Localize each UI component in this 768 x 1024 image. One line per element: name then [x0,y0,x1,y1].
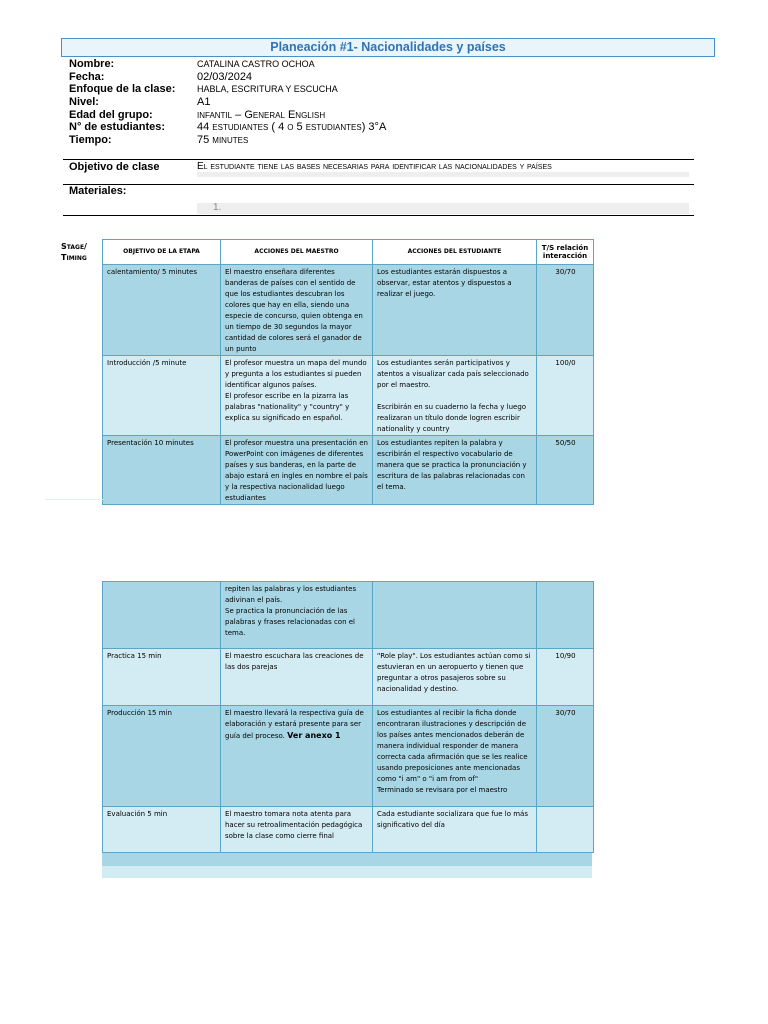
table-row [103,706,594,807]
teacher-cell: El maestro tomara nota atenta para hacer su retroalimentación pedagógica sobre la clase como cierre final [221,807,373,853]
info-row-date [69,71,699,84]
stage-cell [103,582,221,649]
table-row [103,582,594,649]
objective-shade [197,172,689,177]
page-divider [45,499,103,500]
student-cell: "Role play". Los estudiantes actúan como si estuvieran en un aeropuerto y tienen que preguntar a otros pasajeros sobre su nacionalidad y destino. [373,649,537,706]
table-row [103,436,594,505]
ts-cell: 30/70 [537,706,594,807]
ts-cell: 50/50 [537,436,594,505]
objective-label: Objetivo de clase [69,161,160,173]
ts-cell: 10/90 [537,649,594,706]
header-ts-interaction: T/S relación interacción [537,240,594,265]
info-row-time [69,134,699,147]
table-row [103,265,594,356]
info-value: 75 minutes [197,133,249,146]
info-label: N° de estudiantes: [69,121,166,134]
info-label: Edad del grupo: [69,108,153,121]
info-row-students [69,121,699,134]
stage-cell: Producción 15 min [103,706,221,807]
info-value: infantil – General English [197,108,326,121]
info-value: 44 estudiantes ( 4 o 5 estudiantes) 3°A [197,121,387,134]
materials-item-number: 1. [213,202,222,213]
student-cell: Los estudiantes estarán dispuestos a observar, estar atentos y dispuestos a realizar el juego. [373,265,537,356]
table-header-row [103,240,594,265]
table-footer-band [102,866,592,878]
teacher-cell: El profesor muestra una presentación en PowerPoint con imágenes de diferentes países y sus banderas, en la parte de abajo estará en ingles en nombre el país y la respectiva nacionalidad luego estudiantes [221,436,373,505]
header-stage-objective: OBJETIVO DE LA ETAPA [103,240,221,265]
ts-cell [537,582,594,649]
info-row-name [69,58,699,71]
stage-cell: Practica 15 min [103,649,221,706]
info-value: HABLA, ESCRITURA Y ESCUCHA [197,84,338,95]
table-row [103,356,594,436]
info-label: Nombre: [69,58,115,71]
materials-field [197,203,689,214]
info-row-level [69,96,699,109]
lesson-plan-table [102,239,594,505]
info-value: 02/03/2024 [197,70,253,83]
teacher-cell: El profesor muestra un mapa del mundo y pregunta a los estudiantes si pueden identificar algunos países. El profesor escribe en la pizarra las palabras "nationality" y "country" y explica su significado en español. [221,356,373,436]
stage-label-line: Stage/ [61,242,87,251]
info-row-age [69,108,699,121]
info-label: Nivel: [69,96,99,109]
teacher-cell [221,706,373,807]
teacher-cell: El maestro escuchara las creaciones de las dos parejas [221,649,373,706]
ts-cell: 100/0 [537,356,594,436]
ts-cell: 30/70 [537,265,594,356]
lesson-plan-table-continued [102,581,594,853]
student-cell: Los estudiantes al recibir la ficha donde encontraran ilustraciones y descripción de los países antes mencionados deberán de manera individual responder de manera correcta cada afirmación que se les realice usando preposiciones ante mencionadas como "i am" o "i am from of" Terminado se revisara por el maestro [373,706,537,807]
info-row-focus [69,83,699,96]
header-teacher-actions: ACCIONES DEL MAESTRO [221,240,373,265]
student-cell [373,582,537,649]
info-label: Enfoque de la clase: [69,83,176,96]
stage-cell: Evaluación 5 min [103,807,221,853]
stage-cell: Presentación 10 minutes [103,436,221,505]
document-title: Planeación #1- Nacionalidades y países [61,38,715,57]
student-cell: Cada estudiante socializara que fue lo más significativo del día [373,807,537,853]
ts-cell [537,807,594,853]
timing-label-line: Timing [61,253,87,262]
objective-section [63,159,694,185]
materials-label: Materiales: [69,185,127,197]
header-student-actions: ACCIONES DEL ESTUDIANTE [373,240,537,265]
student-cell: Los estudiantes repiten la palabra y escribirán el respectivo vocabulario de manera que se practica la pronunciación y escritura de las palabras relacionadas con el tema. [373,436,537,505]
objective-value: El estudiante tiene las bases necesarias para identificar las nacionalidades y países [197,161,552,172]
table-footer-band [102,853,592,866]
annex-reference: Ver anexo 1 [287,731,341,740]
stage-timing-label [61,241,87,263]
teacher-cell: El maestro enseñara diferentes banderas de países con el sentido de que los estudiantes descubran los colores que hay en ella, siendo una especie de concurso, quien obtenga en un tiempo de 30 segundos la mayor cantidad de colores será el ganador de un punto [221,265,373,356]
teacher-text: El maestro llevará la respectiva guía de elaboración y estará presente para ser guía del proceso. [225,709,364,740]
info-value: A1 [197,96,211,109]
info-label: Tiempo: [69,133,112,146]
info-label: Fecha: [69,70,105,83]
student-cell: Los estudiantes serán participativos y atentos a visualizar cada país seleccionado por el maestro. Escribirán en su cuaderno la fecha y luego realizaran un título donde logren escribir nationality y country [373,356,537,436]
info-section [69,58,699,146]
stage-cell: calentamiento/ 5 minutes [103,265,221,356]
table-row [103,649,594,706]
info-value: CATALINA CASTRO OCHOA [197,59,315,70]
stage-cell: Introducción /5 minute [103,356,221,436]
table-row [103,807,594,853]
teacher-cell: repiten las palabras y los estudiantes adivinan el país. Se practica la pronunciación de las palabras y frases relacionadas con el tema. [221,582,373,649]
materials-section [63,185,694,216]
